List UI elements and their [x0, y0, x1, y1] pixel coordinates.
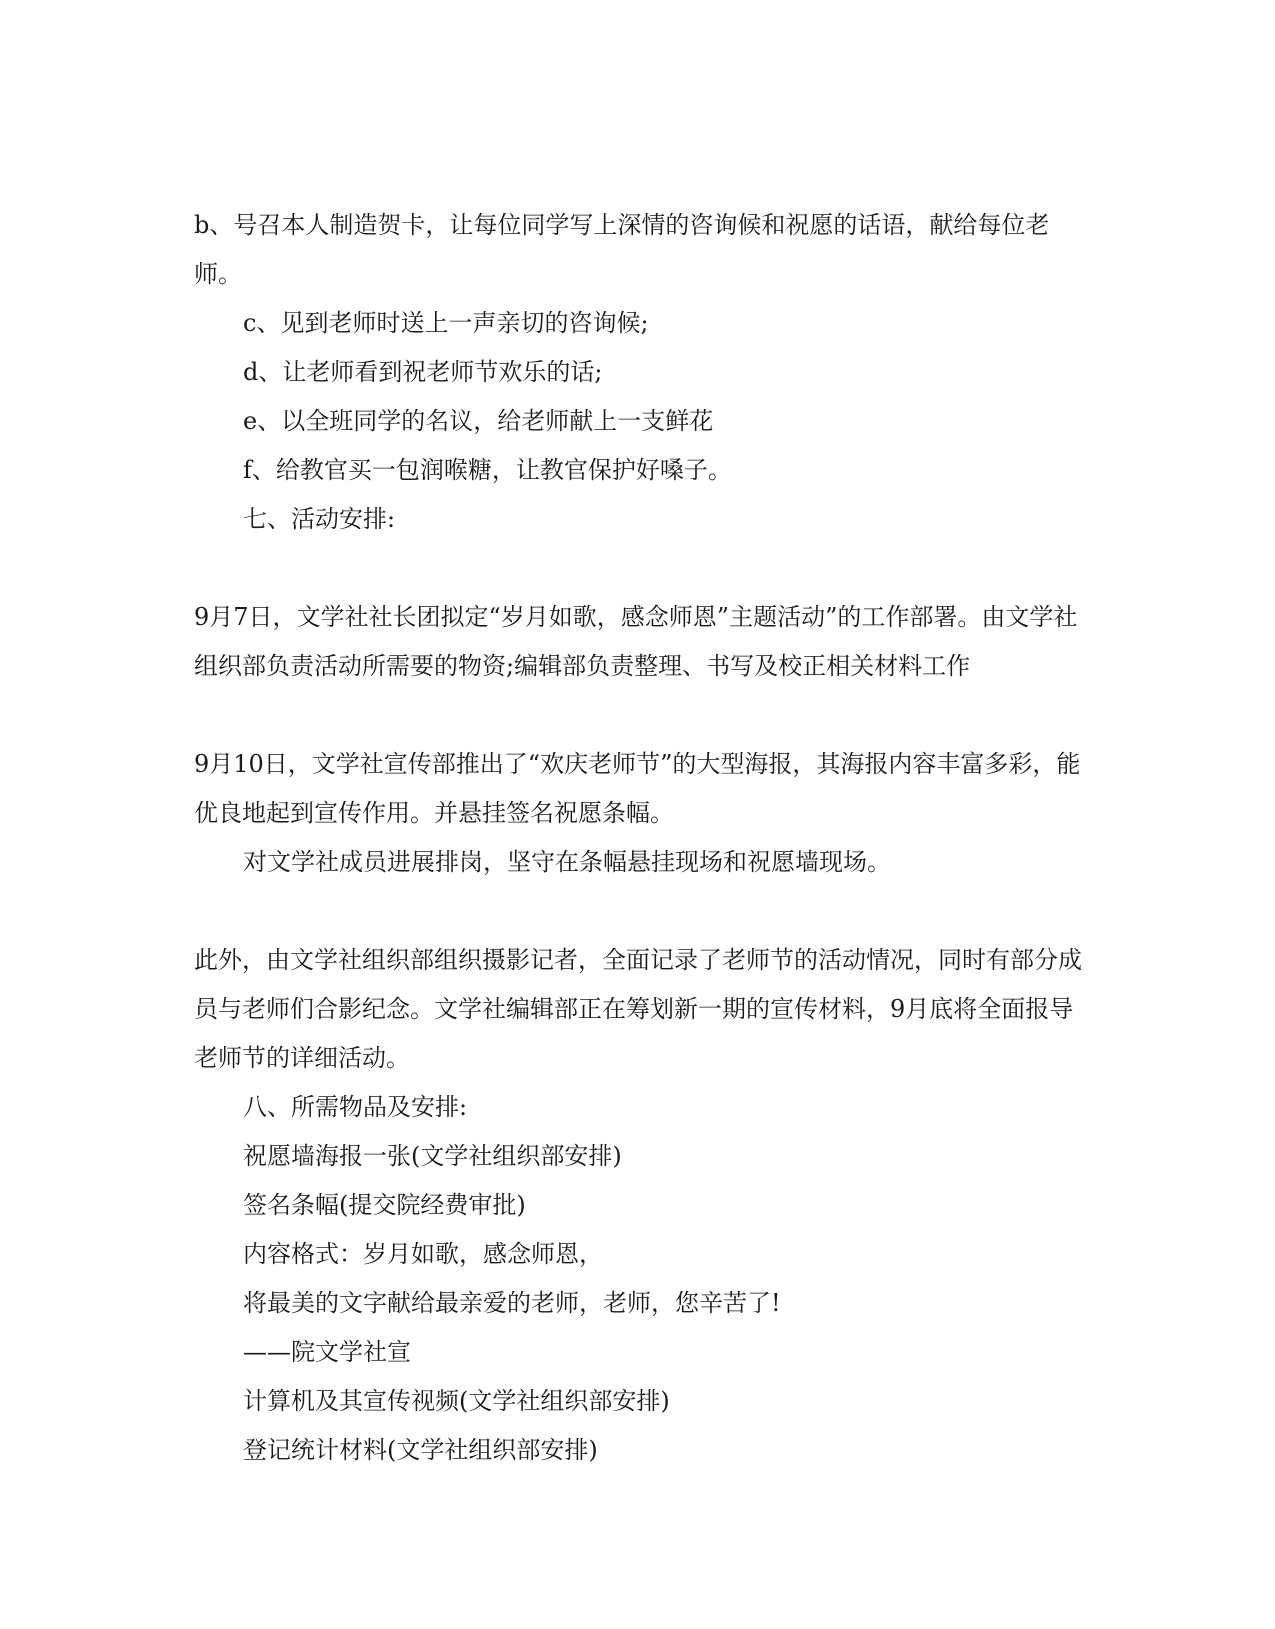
section-heading-required-items: 八、所需物品及安排:: [243, 1093, 468, 1121]
item-wish-wall-poster: 祝愿墙海报一张(文学社组织部安排): [243, 1142, 622, 1170]
item-banner-signature: ——院文学社宣: [243, 1338, 411, 1366]
paragraph-sept-7: 9月7日，文学社社长团拟定“岁月如歌，感念师恩”主题活动”的工作部署。由文学社组织部负责活动所需要的物资;编辑部负责整理、书写及校正相关材料工作: [194, 603, 1078, 680]
item-content-format: 内容格式：岁月如歌，感念师恩，: [243, 1240, 603, 1268]
item-computer-video: 计算机及其宣传视频(文学社组织部安排): [243, 1387, 670, 1415]
paragraph-greeting: c、见到老师时送上一声亲切的咨询候;: [243, 309, 649, 337]
document-body: [194, 201, 1090, 1475]
section-heading-activity-arrangement: 七、活动安排:: [243, 505, 396, 533]
paragraph-flowers: e、以全班同学的名议，给老师献上一支鲜花: [243, 407, 714, 435]
paragraph-photography: 此外，由文学社组织部组织摄影记者，全面记录了老师节的活动情况，同时有部分成员与老师们合影纪念。文学社编辑部正在筹划新一期的宣传材料，9月底将全面报导老师节的详细活动。: [194, 946, 1082, 1072]
paragraph-teacher-words: d、让老师看到祝老师节欢乐的话;: [243, 358, 603, 386]
item-signature-banner: 签名条幅(提交院经费审批): [243, 1191, 526, 1219]
paragraph-staff-shifts: 对文学社成员进展排岗，坚守在条幅悬挂现场和祝愿墙现场。: [243, 848, 891, 876]
item-banner-text: 将最美的文字献给最亲爱的老师，老师，您辛苦了!: [243, 1289, 781, 1317]
item-registration-materials: 登记统计材料(文学社组织部安排): [243, 1436, 598, 1464]
paragraph-throat-candy: f、给教官买一包润喉糖，让教官保护好嗓子。: [243, 456, 732, 484]
paragraph-greeting-cards: b、号召本人制造贺卡，让每位同学写上深情的咨询候和祝愿的话语，献给每位老师。: [194, 211, 1050, 288]
paragraph-sept-10: 9月10日，文学社宣传部推出了“欢庆老师节”的大型海报，其海报内容丰富多彩，能优良地起到宣传作用。并悬挂签名祝愿条幅。: [194, 750, 1081, 827]
